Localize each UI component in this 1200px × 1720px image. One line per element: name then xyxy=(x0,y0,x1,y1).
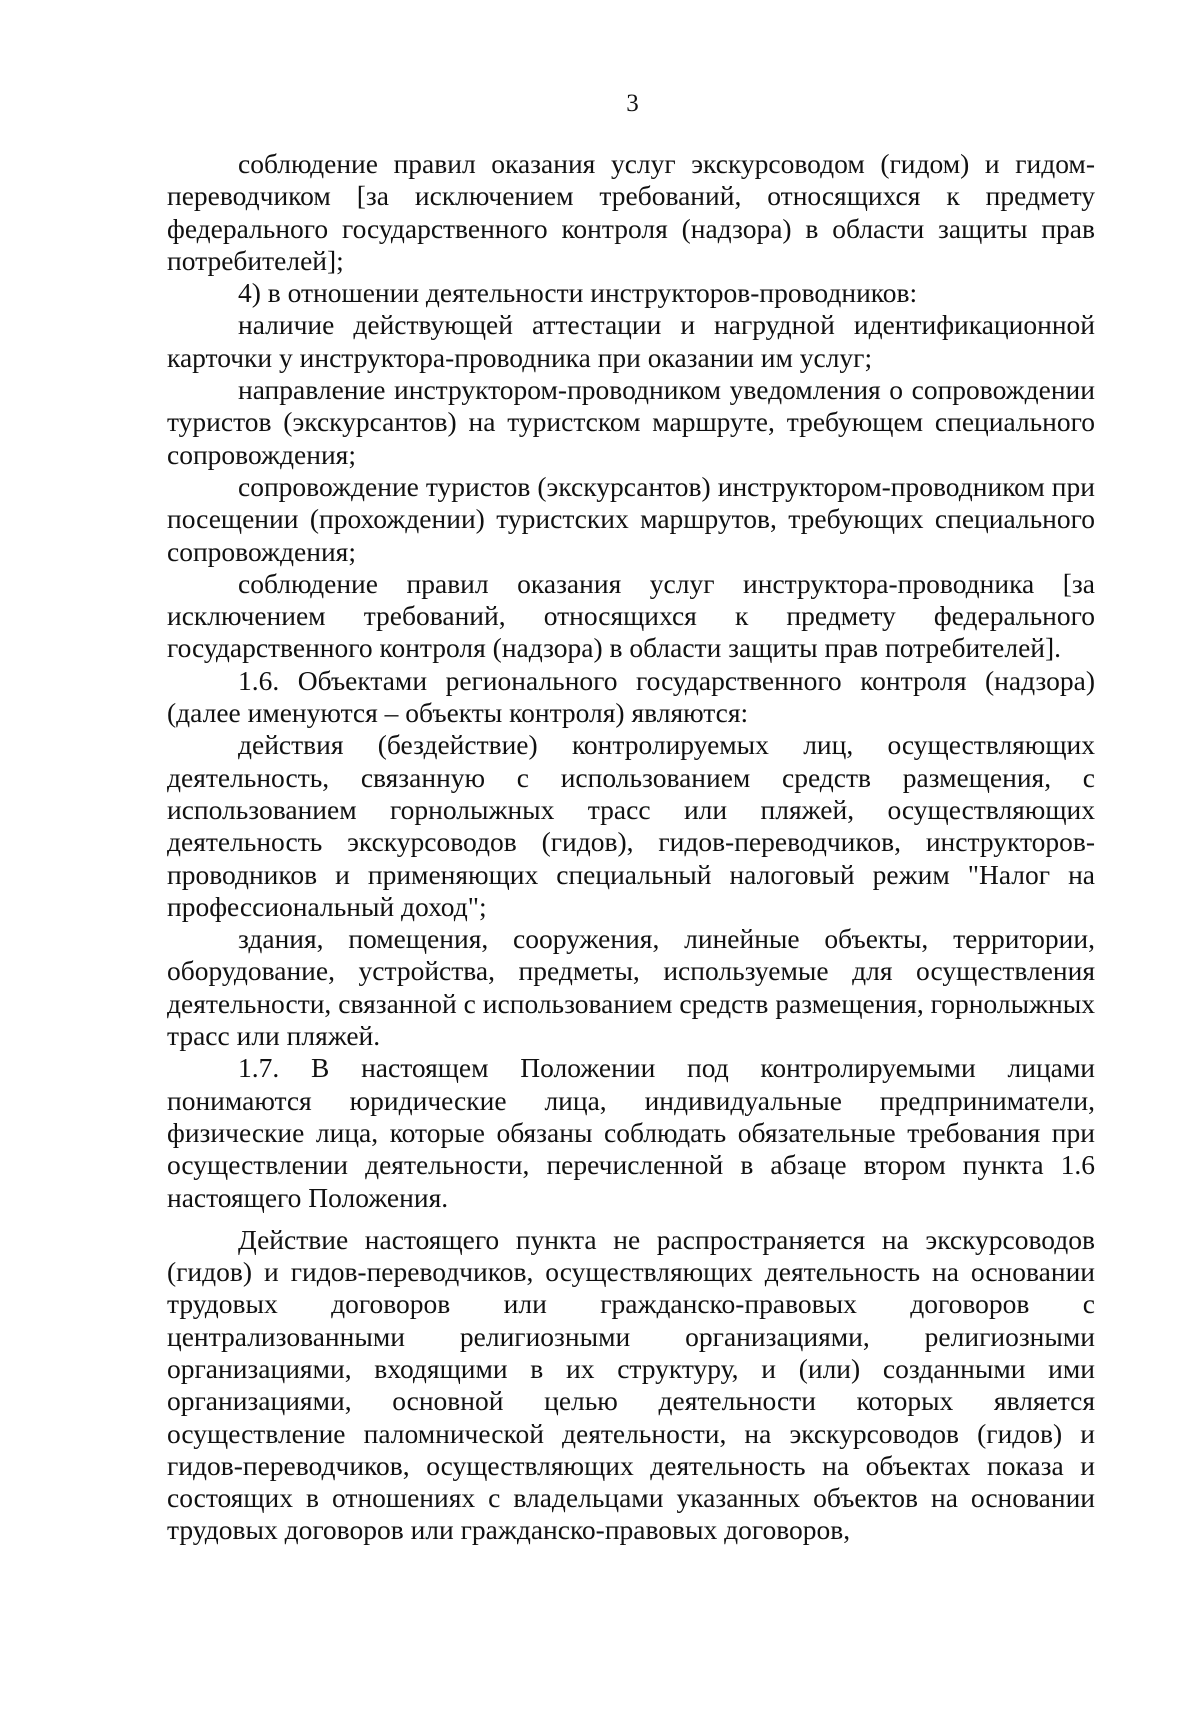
paragraph-instructors-heading: 4) в отношении деятельности инструкторов-проводников: xyxy=(238,277,918,309)
paragraph-actions: действия (бездействие) контролируемых лиц, осуществляющих деятельность, связанную с использованием средств размещения, с использованием горнолыжных трасс или пляжей, осуществляющих деятельность экскурсоводов (гидов), гидов-переводчиков, инструкторов-проводников и применяющих специальный налоговый режим "Налог на профессиональный доход"; xyxy=(167,729,1095,922)
paragraph-tour-guide-rules: соблюдение правил оказания услуг экскурсоводом (гидом) и гидом-переводчиком [за исключением требований, относящихся к предмету федерального государственного контроля (надзора) в области защиты прав потребителей]; xyxy=(167,148,1095,276)
paragraph-exception: Действие настоящего пункта не распространяется на экскурсоводов (гидов) и гидов-переводчиков, осуществляющих деятельность на основании трудовых договоров или гражданско-правовых договоров с централизованными религиозными организациями, религиозными организациями, входящими в их структуру, и (или) созданными ими организациями, основной целью деятельности которых является осуществление паломнической деятельности, на экскурсоводов (гидов) и гидов-переводчиков, осуществляющих деятельность на объектах показа и состоящих в отношениях с владельцами указанных объектов на основании трудовых договоров или гражданско-правовых договоров, xyxy=(167,1223,1095,1546)
paragraph-section-1-6: 1.6. Объектами регионального государственного контроля (надзора) (далее именуются – объекты контроля) являются: xyxy=(167,664,1095,729)
paragraph-instructor-rules: соблюдение правил оказания услуг инструктора-проводника [за исключением требований, относящихся к предмету федерального государственного контроля (надзора) в области защиты прав потребителей]. xyxy=(167,567,1095,664)
paragraph-buildings: здания, помещения, сооружения, линейные объекты, территории, оборудование, устройства, предметы, используемые для осуществления деятельности, связанной с использованием средств размещения, горнолыжных трасс или пляжей. xyxy=(167,923,1095,1052)
paragraph-section-1-7: 1.7. В настоящем Положении под контролируемыми лицами понимаются юридические лица, индивидуальные предприниматели, физические лица, которые обязаны соблюдать обязательные требования при осуществлении деятельности, перечисленной в абзаце втором пункта 1.6 настоящего Положения. xyxy=(167,1052,1095,1213)
paragraph-escort: сопровождение туристов (экскурсантов) инструктором-проводником при посещении (прохождении) туристских маршрутов, требующих специального сопровождения; xyxy=(167,470,1095,567)
paragraph-notification: направление инструктором-проводником уведомления о сопровождении туристов (экскурсантов) на туристском маршруте, требующем специального сопровождения; xyxy=(167,374,1095,470)
paragraph-attestation: наличие действующей аттестации и нагрудной идентификационной карточки у инструктора-проводника при оказании им услуг; xyxy=(167,309,1095,373)
page-number: 3 xyxy=(626,90,639,117)
document-body xyxy=(167,148,1095,1547)
